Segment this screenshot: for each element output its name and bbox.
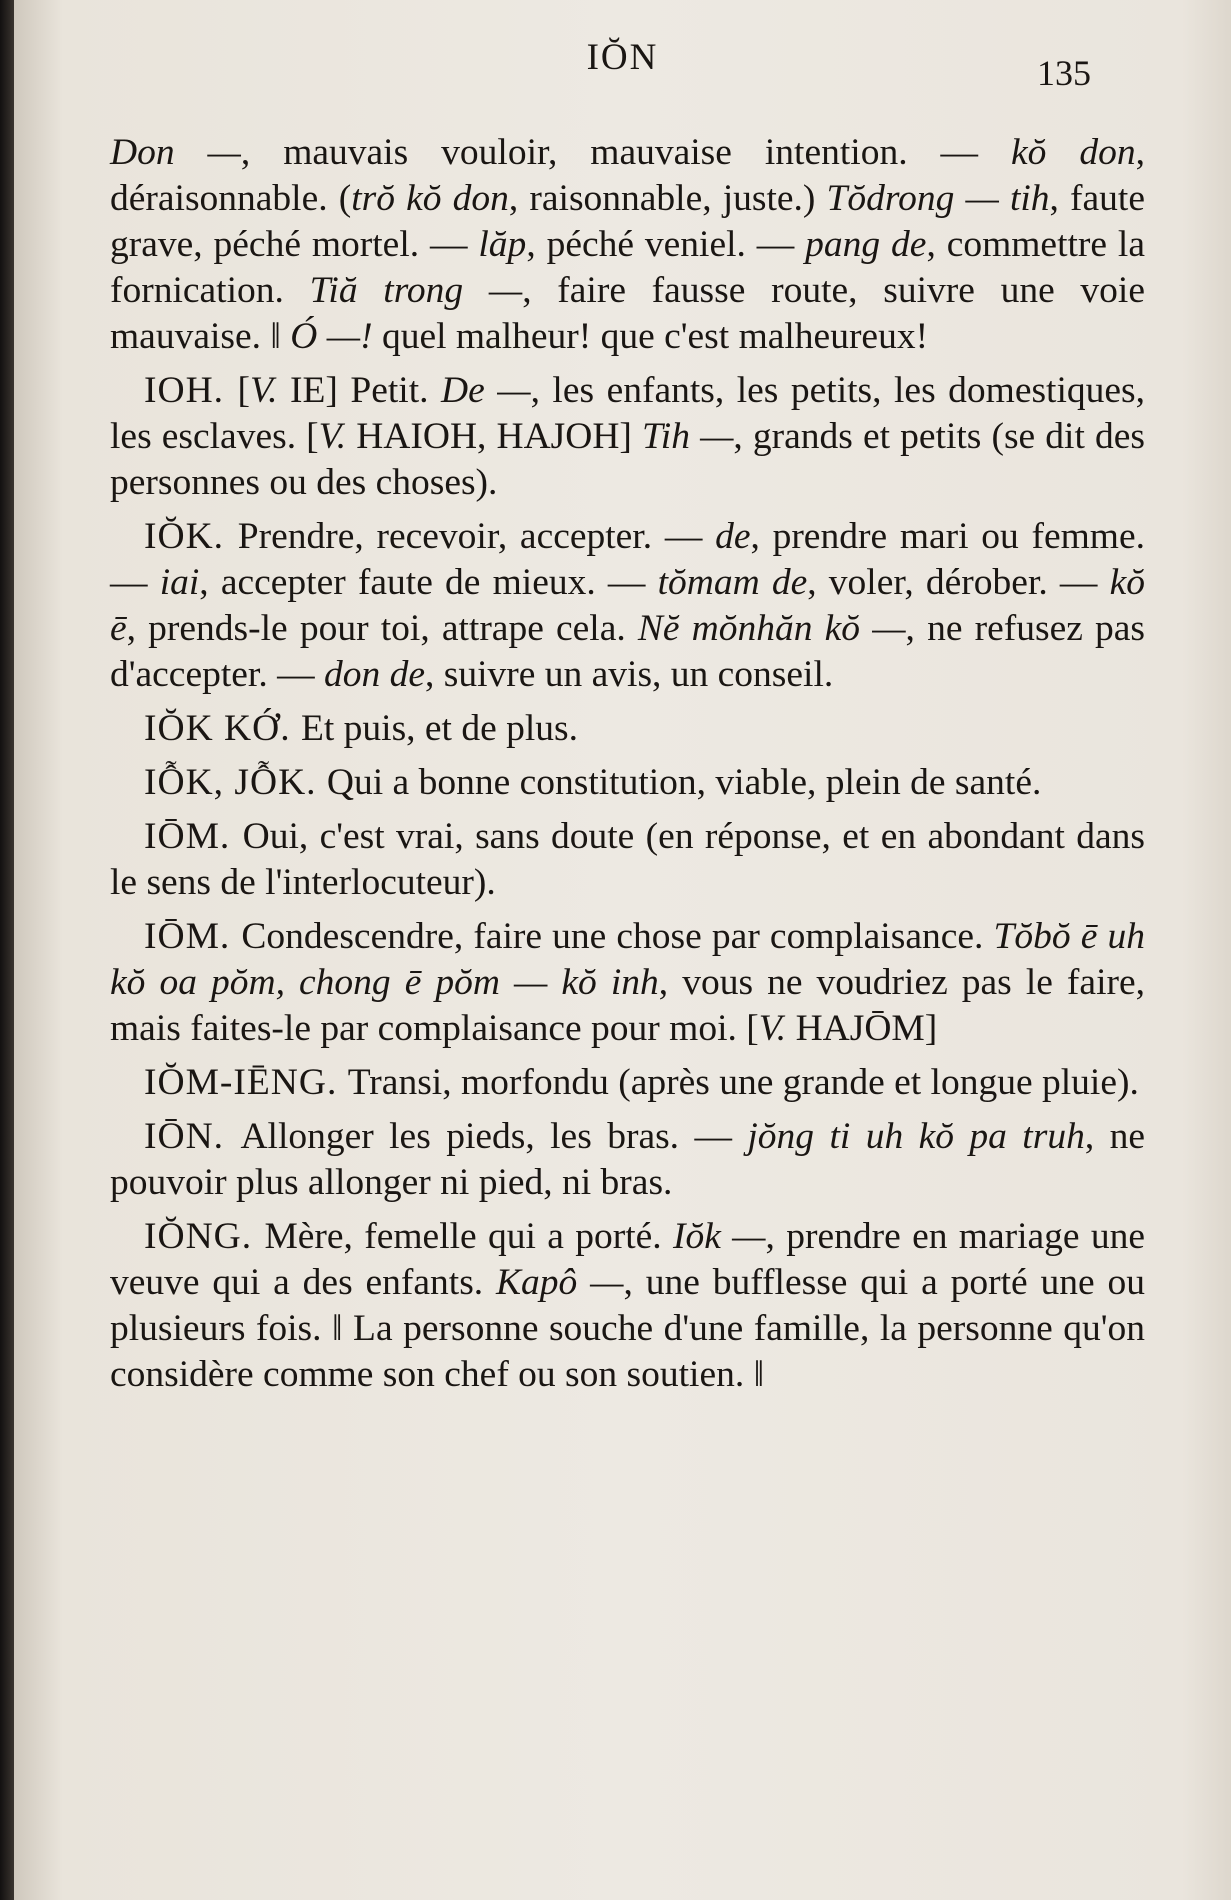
dictionary-entry <box>110 914 1145 1052</box>
headword: IŎM-IĒNG. <box>144 1062 348 1103</box>
definition-text: Qui a bonne constitution, viable, plein de santé. <box>326 762 1042 803</box>
italic-phrase: kŏ ē <box>110 562 1146 649</box>
dictionary-entry <box>110 514 1145 698</box>
definition-text: [ <box>237 370 251 411</box>
dictionary-entry <box>110 1060 1145 1106</box>
headword: IŎK KỚ. <box>144 708 301 749</box>
definition-text: , ne refusez pas d'accepter. — <box>110 608 1145 695</box>
headword: IOH. <box>144 370 238 411</box>
running-head: IŎN <box>586 37 659 78</box>
italic-phrase: tŏmam de <box>657 562 808 603</box>
definition-text: , les enfants, les petits, les domestiques, les esclaves. [ <box>110 370 1146 457</box>
italic-phrase: Tŏdrong — tih <box>826 178 1050 219</box>
definition-text: Et puis, et de plus. <box>300 708 579 749</box>
headword: IŌM. <box>144 916 242 957</box>
definition-text: , mauvais vouloir, mauvaise intention. — <box>240 132 1011 173</box>
italic-phrase: de <box>715 516 751 557</box>
definition-text: , suivre un avis, un conseil. <box>424 654 834 695</box>
italic-phrase: trŏ kŏ don <box>351 178 509 219</box>
italic-phrase: Tih — <box>642 416 734 457</box>
italic-phrase: De — <box>440 370 531 411</box>
italic-phrase: V. <box>250 370 278 411</box>
headword: IŎNG. <box>144 1216 265 1257</box>
italic-phrase: Don — <box>110 132 241 173</box>
dictionary-entry <box>110 814 1145 906</box>
entry-continuation <box>110 130 1145 360</box>
dictionary-entry <box>110 760 1145 806</box>
italic-phrase: Kapô — <box>496 1262 624 1303</box>
italic-phrase: Tŏbŏ ē uh kŏ oa pŏm, chong ē pŏm — kŏ inh <box>110 916 1145 1003</box>
definition-text: , accepter faute de mieux. — <box>199 562 658 603</box>
definition-text: HAJŌM] <box>786 1008 938 1049</box>
italic-phrase: V. <box>758 1008 787 1049</box>
definition-text: , commettre la fornication. <box>110 224 1145 311</box>
definition-text: , prendre en mariage une veuve qui a des enfants. <box>110 1216 1146 1303</box>
definition-text: , vous ne voudriez pas le faire, mais faites-le par complaisance pour moi. [ <box>110 962 1145 1049</box>
italic-phrase: Iŏk — <box>672 1216 766 1257</box>
headword: IŎK. <box>144 516 238 557</box>
italic-phrase: don de <box>323 654 425 695</box>
definition-text: quel malheur! que c'est malheureux! <box>372 316 929 357</box>
dictionary-entry <box>110 368 1145 506</box>
definition-text: Allonger les pieds, les bras. — <box>240 1116 748 1157</box>
definition-text: , déraisonnable. ( <box>110 132 1145 219</box>
italic-phrase: kŏ don <box>1011 132 1136 173</box>
italic-phrase: Tiă trong — <box>309 270 523 311</box>
definition-text: Prendre, recevoir, accepter. — <box>237 516 716 557</box>
italic-phrase: V. <box>318 416 347 457</box>
book-page <box>14 0 1231 1900</box>
italic-phrase: jŏng ti uh kŏ pa truh <box>747 1116 1085 1157</box>
definition-text: Oui, c'est vrai, sans doute (en réponse, et en abondant dans le sens de l'interlocuteur). <box>110 816 1145 903</box>
definition-text: , prendre mari ou femme. — <box>110 516 1145 603</box>
book-gutter <box>0 0 14 1900</box>
definition-text: , prends-le pour toi, attrape cela. <box>126 608 638 649</box>
definition-text: , ne pouvoir plus allonger ni pied, ni bras. <box>110 1116 1146 1203</box>
definition-text: , voler, dérober. — <box>807 562 1110 603</box>
italic-phrase: iai <box>159 562 200 603</box>
definition-text: , péché veniel. — <box>526 224 806 265</box>
headword: IỖK, JỖK. <box>144 762 327 803</box>
dictionary-entry <box>110 706 1145 752</box>
definition-text: Mère, femelle qui a porté. <box>264 1216 673 1257</box>
italic-phrase: pang de <box>805 224 927 265</box>
page-number: 135 <box>1037 53 1091 93</box>
italic-phrase: lăp <box>478 224 527 265</box>
definition-text: , raisonnable, juste.) <box>508 178 827 219</box>
dictionary-entry <box>110 1114 1145 1206</box>
definition-text: , faire fausse route, suivre une voie mauvaise. ‖ <box>110 270 1145 357</box>
definition-text: , une bufflesse qui a porté une ou plusieurs fois. ‖ La personne souche d'une famille, la personne qu'on considère comme son chef ou son soutien. ‖ <box>110 1262 1145 1395</box>
definition-text: , grands et petits (se dit des personnes ou des choses). <box>110 416 1145 503</box>
headword: IŌN. <box>144 1116 241 1157</box>
definition-text: IE] Petit. <box>277 370 441 411</box>
definition-text: , faute grave, péché mortel. — <box>110 178 1145 265</box>
italic-phrase: Ó —! <box>290 316 373 357</box>
definition-text: Condescendre, faire une chose par complaisance. <box>241 916 994 957</box>
dictionary-text <box>110 130 1145 1406</box>
definition-text: Transi, morfondu (après une grande et longue pluie). <box>347 1062 1139 1103</box>
headword: IŌM. <box>144 816 243 857</box>
dictionary-entry <box>110 1214 1145 1398</box>
italic-phrase: Nĕ mŏnhăn kŏ — <box>637 608 906 649</box>
definition-text: HAIOH, HAJOH] <box>346 416 643 457</box>
